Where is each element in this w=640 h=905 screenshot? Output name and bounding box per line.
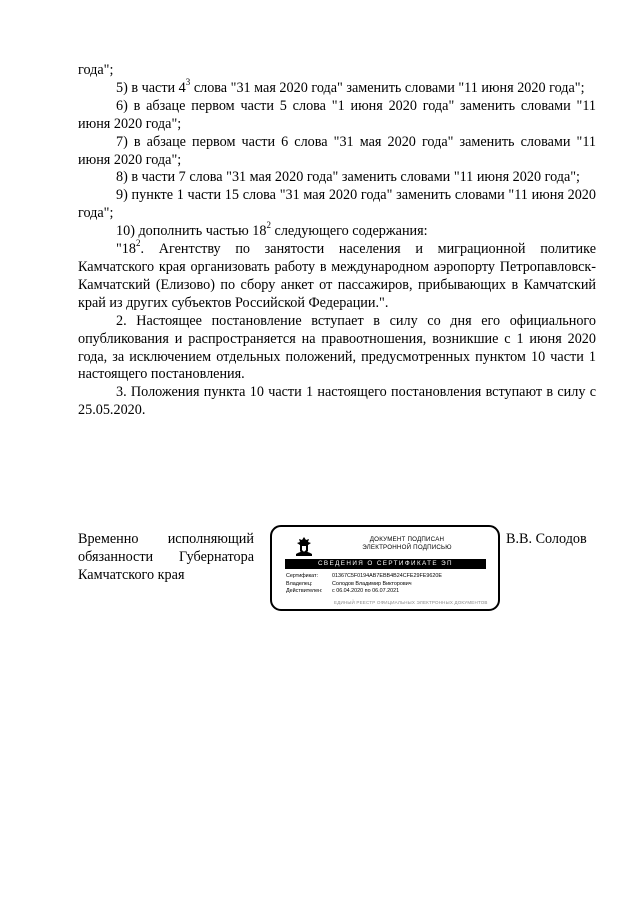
coat-of-arms-icon	[293, 536, 315, 558]
paragraph: 3. Положения пункта 10 части 1 настоящего постановления вступают в силу с 25.05.2020.	[78, 384, 596, 419]
position-line: Временно исполняющий	[78, 531, 254, 547]
paragraph: 8) в части 7 слова "31 мая 2020 года" заменить словами "11 июня 2020 года";	[116, 169, 581, 186]
signatory-position	[78, 530, 254, 584]
owner-row: Владелец: Солодов Владимир Викторович	[286, 580, 412, 587]
certificate-row: Сертификат: 01367C5F0194AB7EBB4B24CFE29FE9620E	[286, 573, 442, 579]
paragraph: 7) в абзаце первом части 6 слова "31 мая 2020 года" заменить словами "11 июня 2020 года";	[78, 133, 596, 168]
position-line: обязанности Губернатора	[78, 549, 254, 565]
document-body	[78, 62, 596, 420]
stamp-footer: ЕДИНЫЙ РЕЕСТР ОФИЦИАЛЬНЫХ ЭЛЕКТРОННЫХ ДОКУМЕНТОВ	[334, 600, 488, 605]
certificate-info-band: СВЕДЕНИЯ О СЕРТИФИКАТЕ ЭП	[285, 559, 486, 569]
stamp-title: ДОКУМЕНТ ПОДПИСАН ЭЛЕКТРОННОЙ ПОДПИСЬЮ	[362, 536, 452, 551]
paragraph: года";	[78, 62, 114, 78]
validity-row: Действителен: с 06.04.2020 по 06.07.2021	[286, 588, 400, 595]
certificate-details	[286, 573, 442, 596]
paragraph: 6) в абзаце первом части 5 слова "1 июня 2020 года" заменить словами "11 июня 2020 года";	[78, 97, 596, 132]
paragraph: 10) дополнить частью $18^2$ следующего содержания:	[116, 220, 428, 240]
paragraph: 5) в части $4^3$ слова "31 мая 2020 года" заменить словами "11 июня 2020 года";	[116, 77, 585, 96]
signatory-name: В.В. Солодов	[506, 531, 587, 547]
paragraph: 9) пункте 1 части 15 слова "31 мая 2020 года" заменить словами "11 июня 2020 года";	[78, 187, 596, 222]
position-line: Камчатского края	[78, 567, 185, 583]
paragraph: 2. Настоящее постановление вступает в силу со дня его официального опубликования и распространяется на правоотношения, возникшие с 1 июня 2020 года, за исключением отдельных положений, предусмотренных пунктом 10 части 1 настоящего постановления.	[78, 312, 596, 383]
electronic-signature-stamp	[270, 525, 500, 611]
paragraph: "$18^2$. Агентству по занятости населения и миграционной политике Камчатского края организовать работу в международном аэропорту Петропавловск-Камчатский (Елизово) по сбору анкет от пассажиров, прибывающих в Камчатский край из других субъектов Российской Федерации.".	[78, 238, 596, 311]
